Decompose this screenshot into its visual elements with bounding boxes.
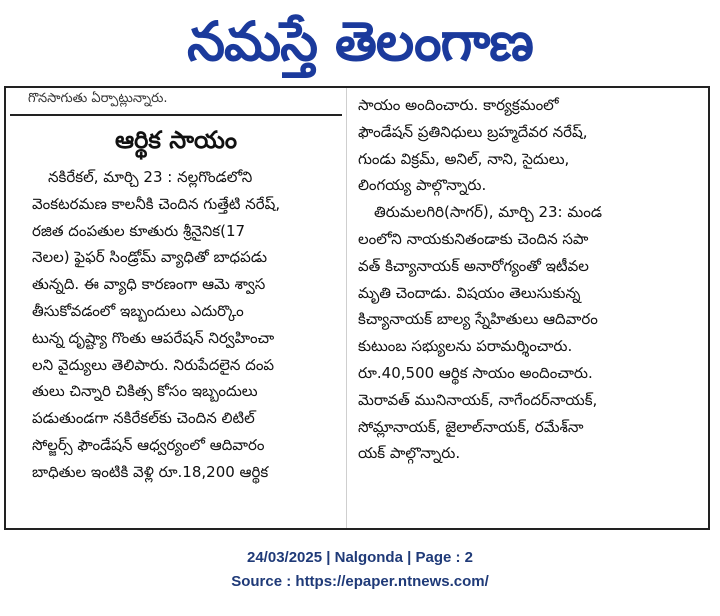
body-line: మృతి చెందాడు. విషయం తెలుసుకున్న [358, 283, 581, 302]
body-line: నకిరేకల్, మార్చి 23 : నల్లగొండలోని [48, 168, 253, 186]
clipping-footer [0, 546, 720, 594]
body-line: తీసుకోవడంలో ఇబ్బందులు ఎదుర్కొం [32, 301, 244, 320]
left-column [6, 88, 347, 528]
body-line: తులు చిన్నారి చికిత్స కోసం ఇబ్బందులు [32, 382, 258, 401]
body-line: సాయం అందించారు. కార్యక్రమంలో [358, 96, 559, 114]
body-line: రజిత దంపతుల కూతురు శ్రీనైనిక(17 [32, 221, 246, 240]
body-line: సోమ్లానాయక్, జైలాల్‌నాయక్, రమేశ్‌నా [358, 417, 584, 436]
body-line: రూ.40,500 ఆర్థిక సాయం అందించారు. [358, 363, 593, 382]
body-line: లంలోని నాయకునితండాకు చెందిన సపా [358, 229, 589, 248]
body-line: పడుతుండగా నకిరేకల్‌కు చెందిన లిటిల్ [32, 409, 255, 428]
body-line: మెరావత్ మునినాయక్, నాగేందర్‌నాయక్, [358, 390, 598, 409]
newspaper-masthead [0, 2, 720, 84]
body-line: నెలల) ఫైఫర్ సిండ్రోమ్ వ్యాధితో బాధపడు [32, 248, 268, 267]
body-line: బాధితుల ఇంటికి వెళ్లి రూ.18,200 ఆర్థిక [32, 462, 269, 481]
body-line: లని వైద్యులు తెలిపారు. నిరుపేదలైన దంప [32, 355, 275, 374]
body-line: తున్నది. ఈ వ్యాధి కారణంగా ఆమె శ్వాస [32, 275, 266, 294]
body-line: కుటుంబ సభ్యులను పరామర్శించారు. [358, 337, 573, 356]
body-line: లింగయ్య పాల్గొన్నారు. [358, 176, 487, 195]
article-headline: ఆర్థిక సాయం [114, 126, 238, 154]
body-line: కిచ్యానాయక్ బాల్య స్నేహితులు ఆదివారం [358, 310, 598, 329]
body-line: వెంకటరమణ కాలనీకి చెందిన గుత్తేటి నరేష్, [32, 194, 281, 213]
body-line: ఫౌండేషన్ ప్రతినిధులు బ్రహ్మదేవర నరేష్, [358, 122, 588, 141]
article-body-right-1 [348, 92, 706, 199]
cut-previous-article-line: గొనసాగుతు ఏర్పాట్లున్నారు. [28, 91, 168, 106]
body-line: గుండు విక్రమ్, అనిల్, నాని, సైదులు, [358, 149, 570, 168]
body-line: తిరుమలగిరి(సాగర్), మార్చి 23: మండ [374, 203, 602, 222]
article-body-right-2 [348, 199, 706, 467]
right-column [348, 88, 706, 528]
body-line: సోల్జర్స్ ఫౌండేషన్ ఆధ్వర్యంలో ఆదివారం [32, 435, 265, 454]
source-url-line: Source : https://epaper.ntnews.com/ [231, 573, 489, 590]
article-body-left [6, 164, 346, 486]
news-clipping [4, 86, 710, 530]
body-line: టున్న దృష్ట్యా గొంతు ఆపరేషన్ నిర్వహించా [32, 328, 275, 347]
body-line: యక్ పాల్గొన్నారు. [358, 444, 461, 463]
date-edition-page-line: 24/03/2025 | Nalgonda | Page : 2 [247, 549, 473, 566]
body-line: వత్ కిచ్యానాయక్ అనారోగ్యంతో ఇటీవల [358, 256, 589, 275]
masthead-title: నమస్తే తెలంగాణ [187, 10, 533, 73]
